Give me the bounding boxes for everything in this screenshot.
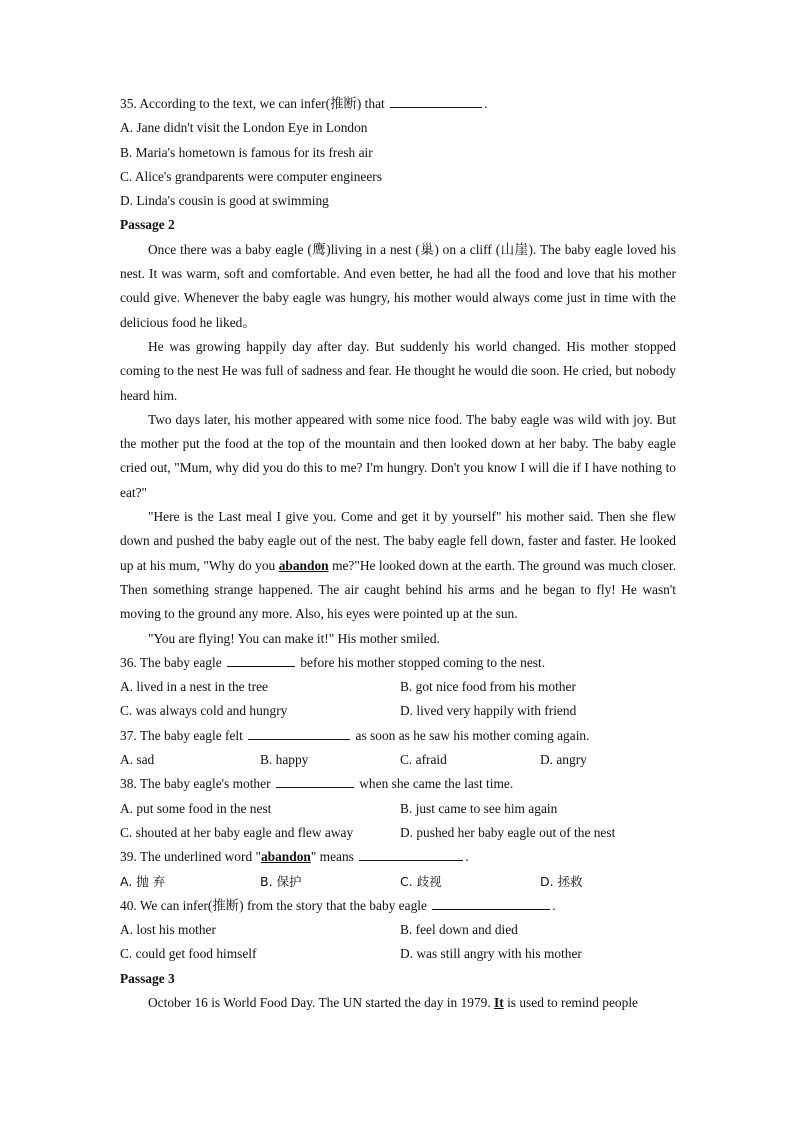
q38-option-d: D. pushed her baby eagle out of the nest bbox=[400, 824, 616, 840]
document-page bbox=[120, 92, 676, 1015]
question-38-stem: 38. The baby eagle's mother when she came the last time. bbox=[120, 772, 676, 796]
question-35-stem: 35. According to the text, we can infer(推断) that . bbox=[120, 92, 676, 116]
q39-option-a: A. 抛 弃 bbox=[120, 873, 166, 889]
answer-blank bbox=[248, 725, 350, 740]
q37-options-row bbox=[120, 748, 676, 772]
passage-2-body bbox=[120, 238, 676, 651]
q37-option-a: A. sad bbox=[120, 752, 155, 768]
q40-options-row-1 bbox=[120, 918, 676, 942]
passage-3-paragraph-1: October 16 is World Food Day. The UN started the day in 1979. It is used to remind people bbox=[148, 994, 638, 1010]
q40-option-c: C. could get food himself bbox=[120, 946, 257, 962]
question-37-stem: 37. The baby eagle felt as soon as he saw his mother coming again. bbox=[120, 724, 676, 748]
q36-option-a: A. lived in a nest in the tree bbox=[120, 679, 268, 695]
answer-blank bbox=[227, 652, 295, 667]
q38-options-row-1 bbox=[120, 797, 676, 821]
q40-option-a: A. lost his mother bbox=[120, 922, 216, 938]
q35-option-c: C. Alice's grandparents were computer engineers bbox=[120, 168, 382, 184]
q36-option-b: B. got nice food from his mother bbox=[400, 679, 576, 695]
passage-3-heading: Passage 3 bbox=[120, 970, 175, 986]
question-40-stem: 40. We can infer(推断) from the story that the baby eagle . bbox=[120, 894, 676, 918]
q36-options-row-1 bbox=[120, 675, 676, 699]
q39-options-row bbox=[120, 870, 676, 894]
passage-2-paragraph-1: Once there was a baby eagle (鹰)living in a nest (巢) on a cliff (山崖). The baby eagle loved his nest. It was warm, soft and comfortable. And even better, he had all the food and love that his mother could give. Whenever the baby eagle was hungry, his mother would always come just in time with the delicious food he liked。 bbox=[120, 241, 676, 330]
q37-option-c: C. afraid bbox=[400, 752, 447, 768]
underlined-word-it: It bbox=[494, 994, 504, 1010]
passage-2-paragraph-3: Two days later, his mother appeared with some nice food. The baby eagle was wild with joy. But the mother put the food at the top of the mountain and then looked down at her baby. The baby eagle cried out, "Mum, why did you do this to me? I'm hungry. Don't you know I will die if I have nothing to eat?" bbox=[120, 411, 676, 500]
q38-options-row-2 bbox=[120, 821, 676, 845]
q39-option-d: D. 拯救 bbox=[540, 873, 583, 889]
question-39-stem: 39. The underlined word "abandon" means . bbox=[120, 845, 676, 869]
q38-option-c: C. shouted at her baby eagle and flew away bbox=[120, 824, 354, 840]
passage-2-paragraph-2: He was growing happily day after day. But suddenly his world changed. His mother stopped coming to the nest He was full of sadness and fear. He thought he would die soon. He cried, but nobody heard him. bbox=[120, 338, 676, 403]
q40-option-d: D. was still angry with his mother bbox=[400, 946, 582, 962]
q36-option-c: C. was always cold and hungry bbox=[120, 703, 288, 719]
underlined-word-abandon: abandon bbox=[278, 557, 329, 573]
answer-blank bbox=[390, 93, 482, 108]
q36-options-row-2 bbox=[120, 699, 676, 723]
q36-option-d: D. lived very happily with friend bbox=[400, 703, 577, 719]
q37-option-b: B. happy bbox=[260, 752, 309, 768]
passage-2-heading: Passage 2 bbox=[120, 217, 175, 233]
q35-option-a: A. Jane didn't visit the London Eye in London bbox=[120, 120, 368, 136]
underlined-word-abandon: abandon bbox=[260, 849, 311, 865]
passage-2-paragraph-4: "Here is the Last meal I give you. Come and get it by yourself" his mother said. Then she flew down and pushed the baby eagle out of the nest. The baby eagle fell down, faster and faster. He looked up at his mum, "Why do you abandon me?"He looked down at the earth. The ground was much closer. Then something strange happened. The air caught behind his arms and he began to fly! He wasn't moving to the ground any more. Also, his eyes were pointed up at the sun. bbox=[120, 509, 676, 622]
q40-options-row-2 bbox=[120, 942, 676, 966]
q35-option-d: D. Linda's cousin is good at swimming bbox=[120, 193, 329, 209]
answer-blank bbox=[359, 846, 463, 861]
passage-2-paragraph-5: "You are flying! You can make it!" His mother smiled. bbox=[148, 630, 440, 646]
question-36-stem: 36. The baby eagle before his mother stopped coming to the nest. bbox=[120, 651, 676, 675]
q39-option-c: C. 歧视 bbox=[400, 873, 442, 889]
q38-option-a: A. put some food in the nest bbox=[120, 800, 272, 816]
answer-blank bbox=[276, 773, 354, 788]
q37-option-d: D. angry bbox=[540, 752, 587, 768]
answer-blank bbox=[432, 895, 550, 910]
q39-option-b: B. 保护 bbox=[260, 873, 302, 889]
q38-option-b: B. just came to see him again bbox=[400, 800, 558, 816]
q40-option-b: B. feel down and died bbox=[400, 922, 518, 938]
q35-option-b: B. Maria's hometown is famous for its fresh air bbox=[120, 144, 373, 160]
